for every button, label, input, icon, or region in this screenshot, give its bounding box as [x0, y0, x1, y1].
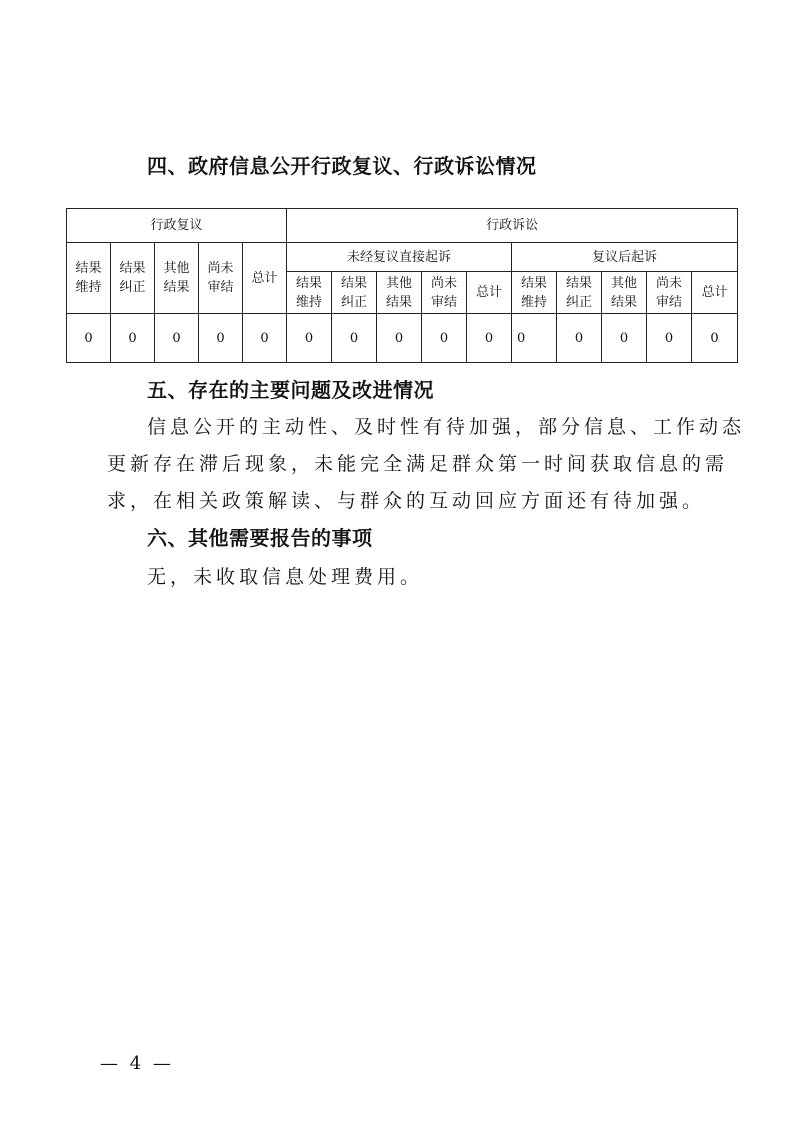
table-cell: 0 — [692, 314, 738, 363]
section-5-paragraph-line-3: 求，在相关政策解读、与群众的互动回应方面还有待加强。 — [107, 490, 706, 512]
review-col-pending: 尚未 审结 — [199, 243, 243, 314]
section-5-paragraph-line-2: 更新存在滞后现象，未能完全满足群众第一时间获取信息的需 — [107, 453, 729, 475]
review-col-corrected: 结果 纠正 — [111, 243, 155, 314]
after-col-other: 其他 结果 — [602, 272, 647, 314]
table-row — [67, 314, 738, 363]
admin-review-header: 行政复议 — [67, 209, 287, 243]
review-col-upheld: 结果 维持 — [67, 243, 111, 314]
section-4-heading: 四、政府信息公开行政复议、行政诉讼情况 — [147, 154, 537, 178]
direct-col-corrected: 结果 纠正 — [332, 272, 377, 314]
direct-col-upheld: 结果 维持 — [287, 272, 332, 314]
table-cell: 0 — [67, 314, 111, 363]
table-cell: 0 — [602, 314, 647, 363]
section-6-paragraph: 无，未收取信息处理费用。 — [147, 566, 424, 588]
table-cell: 0 — [332, 314, 377, 363]
section-6-heading: 六、其他需要报告的事项 — [147, 526, 373, 550]
table-cell: 0 — [155, 314, 199, 363]
table-cell: 0 — [287, 314, 332, 363]
direct-col-other: 其他 结果 — [377, 272, 422, 314]
review-litigation-table — [66, 208, 738, 363]
table-cell: 0 — [467, 314, 512, 363]
table-cell: 0 — [377, 314, 422, 363]
admin-litigation-header: 行政诉讼 — [287, 209, 738, 243]
table-cell: 0 — [111, 314, 155, 363]
table-cell: 0 — [647, 314, 692, 363]
table-cell: 0 — [512, 314, 557, 363]
direct-col-total: 总计 — [467, 272, 512, 314]
page-number: — 4 — — [100, 1053, 174, 1074]
table-cell: 0 — [422, 314, 467, 363]
after-col-total: 总计 — [692, 272, 738, 314]
after-review-suit-header: 复议后起诉 — [512, 243, 738, 272]
after-col-pending: 尚未 审结 — [647, 272, 692, 314]
after-col-upheld: 结果 维持 — [512, 272, 557, 314]
section-5-heading: 五、存在的主要问题及改进情况 — [147, 378, 434, 402]
review-col-total: 总计 — [243, 243, 287, 314]
direct-col-pending: 尚未 审结 — [422, 272, 467, 314]
after-col-corrected: 结果 纠正 — [557, 272, 602, 314]
section-5-paragraph-line-1: 信息公开的主动性、及时性有待加强，部分信息、工作动态 — [147, 416, 746, 438]
table-cell: 0 — [557, 314, 602, 363]
table-cell: 0 — [243, 314, 287, 363]
table-cell: 0 — [199, 314, 243, 363]
direct-suit-header: 未经复议直接起诉 — [287, 243, 512, 272]
review-col-other: 其他 结果 — [155, 243, 199, 314]
